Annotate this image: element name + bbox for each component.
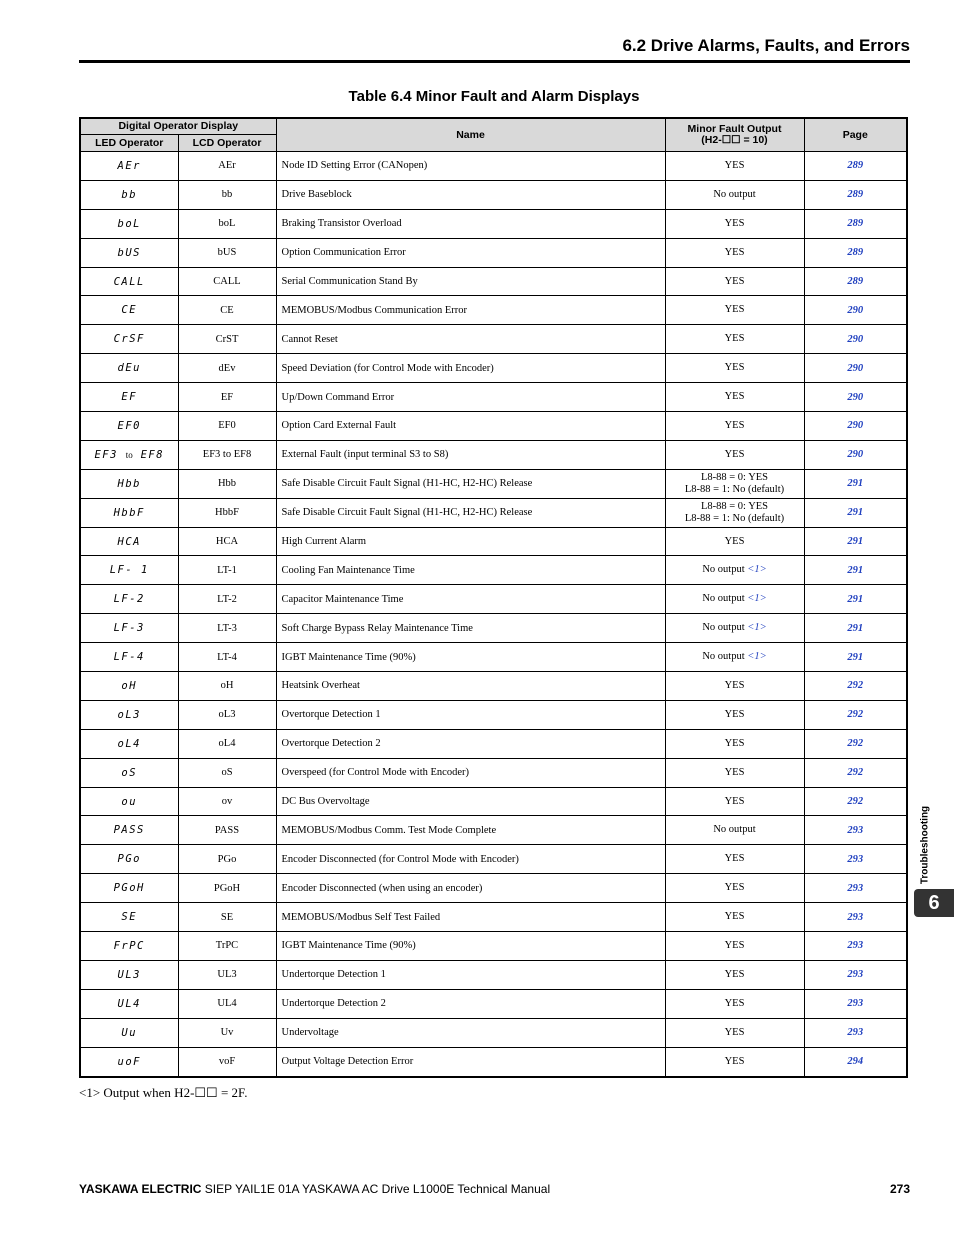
minor-fault-output-cell: YES bbox=[665, 152, 804, 181]
fault-name-cell: Drive Baseblock bbox=[276, 180, 665, 209]
fault-name-cell: Overtorque Detection 2 bbox=[276, 729, 665, 758]
led-code-cell: dEu bbox=[80, 354, 178, 383]
table-row bbox=[80, 412, 907, 441]
fault-name-cell: Undertorque Detection 2 bbox=[276, 989, 665, 1018]
footnote-ref-link[interactable]: <1> bbox=[747, 622, 767, 634]
led-code-cell: UL4 bbox=[80, 989, 178, 1018]
table-row bbox=[80, 383, 907, 412]
led-code-cell: LF-3 bbox=[80, 614, 178, 643]
lcd-code-cell: TrPC bbox=[178, 932, 276, 961]
fault-name-cell: Overspeed (for Control Mode with Encoder) bbox=[276, 758, 665, 787]
led-code-cell: boL bbox=[80, 209, 178, 238]
minor-fault-output-cell: YES bbox=[665, 903, 804, 932]
lcd-code-cell: SE bbox=[178, 903, 276, 932]
page-link[interactable]: 289 bbox=[804, 267, 907, 296]
table-row bbox=[80, 643, 907, 672]
page-link[interactable]: 292 bbox=[804, 700, 907, 729]
header-page: Page bbox=[804, 118, 907, 152]
page-link[interactable]: 293 bbox=[804, 903, 907, 932]
led-code-cell: CALL bbox=[80, 267, 178, 296]
led-code-cell: ou bbox=[80, 787, 178, 816]
table-row bbox=[80, 209, 907, 238]
lcd-code-cell: LT-4 bbox=[178, 643, 276, 672]
fault-name-cell: Node ID Setting Error (CANopen) bbox=[276, 152, 665, 181]
page-link[interactable]: 291 bbox=[804, 585, 907, 614]
minor-fault-output-cell: YES bbox=[665, 440, 804, 469]
table-row bbox=[80, 816, 907, 845]
minor-fault-output-cell: YES bbox=[665, 325, 804, 354]
minor-fault-output-cell: YES bbox=[665, 758, 804, 787]
minor-fault-output-cell: No output bbox=[665, 180, 804, 209]
led-code-cell: oL3 bbox=[80, 700, 178, 729]
table-row bbox=[80, 585, 907, 614]
table-row bbox=[80, 758, 907, 787]
minor-fault-output-cell: No output <1> bbox=[665, 643, 804, 672]
led-code-cell: AEr bbox=[80, 152, 178, 181]
led-code-cell: oH bbox=[80, 672, 178, 701]
table-row bbox=[80, 960, 907, 989]
minor-fault-output-cell: YES bbox=[665, 1047, 804, 1076]
led-code-cell: SE bbox=[80, 903, 178, 932]
fault-name-cell: Up/Down Command Error bbox=[276, 383, 665, 412]
fault-name-cell: Braking Transistor Overload bbox=[276, 209, 665, 238]
chapter-tab-number[interactable]: 6 bbox=[914, 889, 954, 917]
lcd-code-cell: HCA bbox=[178, 527, 276, 556]
fault-name-cell: MEMOBUS/Modbus Communication Error bbox=[276, 296, 665, 325]
fault-name-cell: High Current Alarm bbox=[276, 527, 665, 556]
lcd-code-cell: LT-2 bbox=[178, 585, 276, 614]
fault-name-cell: IGBT Maintenance Time (90%) bbox=[276, 932, 665, 961]
minor-fault-output-cell: YES bbox=[665, 296, 804, 325]
lcd-code-cell: dEv bbox=[178, 354, 276, 383]
minor-fault-output-cell: YES bbox=[665, 383, 804, 412]
led-code-cell: CrSF bbox=[80, 325, 178, 354]
lcd-code-cell: UL3 bbox=[178, 960, 276, 989]
header-minor-fault-output: Minor Fault Output (H2-☐☐ = 10) bbox=[665, 118, 804, 152]
minor-fault-output-cell: YES bbox=[665, 874, 804, 903]
table-row bbox=[80, 296, 907, 325]
page-link[interactable]: 291 bbox=[804, 614, 907, 643]
lcd-code-cell: CALL bbox=[178, 267, 276, 296]
minor-fault-output-cell: No output bbox=[665, 816, 804, 845]
minor-fault-output-cell: YES bbox=[665, 787, 804, 816]
lcd-code-cell: oH bbox=[178, 672, 276, 701]
footer-brand: YASKAWA ELECTRIC bbox=[79, 1182, 202, 1196]
table-row bbox=[80, 672, 907, 701]
table-row bbox=[80, 267, 907, 296]
table-row bbox=[80, 469, 907, 498]
table-row bbox=[80, 845, 907, 874]
page-link[interactable]: 292 bbox=[804, 787, 907, 816]
lcd-code-cell: AEr bbox=[178, 152, 276, 181]
led-code-cell: oS bbox=[80, 758, 178, 787]
table-row bbox=[80, 527, 907, 556]
table-row bbox=[80, 614, 907, 643]
page-link[interactable]: 291 bbox=[804, 643, 907, 672]
fault-name-cell: Capacitor Maintenance Time bbox=[276, 585, 665, 614]
lcd-code-cell: bb bbox=[178, 180, 276, 209]
minor-fault-output-cell: YES bbox=[665, 700, 804, 729]
minor-fault-output-cell: L8-88 = 0: YES L8-88 = 1: No (default) bbox=[665, 498, 804, 527]
table-row bbox=[80, 440, 907, 469]
table-row bbox=[80, 787, 907, 816]
table-body bbox=[80, 152, 907, 1077]
fault-name-cell: Safe Disable Circuit Fault Signal (H1-HC, H2-HC) Release bbox=[276, 469, 665, 498]
fault-name-cell: Option Card External Fault bbox=[276, 412, 665, 441]
footer-page-number: 273 bbox=[889, 1182, 910, 1196]
footnote-ref-link[interactable]: <1> bbox=[747, 593, 767, 605]
page-link[interactable]: 289 bbox=[804, 152, 907, 181]
minor-fault-output-cell: YES bbox=[665, 672, 804, 701]
fault-name-cell: Encoder Disconnected (when using an encoder) bbox=[276, 874, 665, 903]
fault-name-cell: External Fault (input terminal S3 to S8) bbox=[276, 440, 665, 469]
minor-fault-output-cell: YES bbox=[665, 354, 804, 383]
table-row bbox=[80, 874, 907, 903]
minor-fault-output-cell: YES bbox=[665, 1018, 804, 1047]
page-link[interactable]: 290 bbox=[804, 296, 907, 325]
led-code-cell: PGoH bbox=[80, 874, 178, 903]
lcd-code-cell: oS bbox=[178, 758, 276, 787]
minor-fault-output-cell: YES bbox=[665, 989, 804, 1018]
minor-fault-output-cell: YES bbox=[665, 527, 804, 556]
page-link[interactable]: 292 bbox=[804, 758, 907, 787]
footer-doc-title: SIEP YAIL1E 01A YASKAWA AC Drive L1000E Technical Manual bbox=[201, 1182, 551, 1196]
lcd-code-cell: PGo bbox=[178, 845, 276, 874]
page-link[interactable]: 290 bbox=[804, 325, 907, 354]
table-row bbox=[80, 498, 907, 527]
lcd-code-cell: EF3 to EF8 bbox=[178, 440, 276, 469]
fault-name-cell: Serial Communication Stand By bbox=[276, 267, 665, 296]
lcd-code-cell: bUS bbox=[178, 238, 276, 267]
fault-name-cell: Speed Deviation (for Control Mode with Encoder) bbox=[276, 354, 665, 383]
section-title: 6.2 Drive Alarms, Faults, and Errors bbox=[622, 36, 910, 55]
led-code-cell: HbbF bbox=[80, 498, 178, 527]
table-row bbox=[80, 729, 907, 758]
page-link[interactable]: 293 bbox=[804, 989, 907, 1018]
page-link[interactable]: 291 bbox=[804, 556, 907, 585]
page-link[interactable]: 290 bbox=[804, 412, 907, 441]
led-code-cell: PGo bbox=[80, 845, 178, 874]
fault-name-cell: Undervoltage bbox=[276, 1018, 665, 1047]
lcd-code-cell: EF bbox=[178, 383, 276, 412]
lcd-code-cell: voF bbox=[178, 1047, 276, 1076]
lcd-code-cell: EF0 bbox=[178, 412, 276, 441]
led-code-cell: bb bbox=[80, 180, 178, 209]
header-led-operator: LED Operator bbox=[80, 135, 178, 152]
page-link[interactable]: 293 bbox=[804, 960, 907, 989]
minor-fault-output-cell: YES bbox=[665, 412, 804, 441]
page-link[interactable]: 293 bbox=[804, 874, 907, 903]
fault-name-cell: Encoder Disconnected (for Control Mode with Encoder) bbox=[276, 845, 665, 874]
page-link[interactable]: 293 bbox=[804, 932, 907, 961]
led-code-cell: Hbb bbox=[80, 469, 178, 498]
fault-name-cell: Soft Charge Bypass Relay Maintenance Time bbox=[276, 614, 665, 643]
lcd-code-cell: LT-3 bbox=[178, 614, 276, 643]
lcd-code-cell: Uv bbox=[178, 1018, 276, 1047]
page-link[interactable]: 289 bbox=[804, 180, 907, 209]
page-link[interactable]: 291 bbox=[804, 527, 907, 556]
fault-name-cell: MEMOBUS/Modbus Self Test Failed bbox=[276, 903, 665, 932]
minor-fault-output-cell: YES bbox=[665, 932, 804, 961]
lcd-code-cell: PASS bbox=[178, 816, 276, 845]
minor-fault-output-cell: L8-88 = 0: YES L8-88 = 1: No (default) bbox=[665, 469, 804, 498]
table-row bbox=[80, 180, 907, 209]
page-link[interactable]: 293 bbox=[804, 816, 907, 845]
minor-fault-output-cell: No output <1> bbox=[665, 614, 804, 643]
fault-name-cell: IGBT Maintenance Time (90%) bbox=[276, 643, 665, 672]
led-code-cell: EF0 bbox=[80, 412, 178, 441]
table-row bbox=[80, 152, 907, 181]
footnote-ref-link[interactable]: <1> bbox=[747, 564, 767, 576]
fault-name-cell: DC Bus Overvoltage bbox=[276, 787, 665, 816]
led-code-cell: LF- 1 bbox=[80, 556, 178, 585]
header-digital-operator-display: Digital Operator Display bbox=[80, 118, 276, 135]
fault-name-cell: Cannot Reset bbox=[276, 325, 665, 354]
led-code-cell: CE bbox=[80, 296, 178, 325]
lcd-code-cell: PGoH bbox=[178, 874, 276, 903]
section-divider bbox=[79, 60, 910, 63]
minor-fault-output-cell: YES bbox=[665, 238, 804, 267]
led-code-cell: uoF bbox=[80, 1047, 178, 1076]
table-row bbox=[80, 932, 907, 961]
page-link[interactable]: 290 bbox=[804, 354, 907, 383]
fault-name-cell: Undertorque Detection 1 bbox=[276, 960, 665, 989]
lcd-code-cell: boL bbox=[178, 209, 276, 238]
fault-name-cell: Heatsink Overheat bbox=[276, 672, 665, 701]
page-link[interactable]: 290 bbox=[804, 383, 907, 412]
minor-fault-output-cell: No output <1> bbox=[665, 585, 804, 614]
led-code-cell: UL3 bbox=[80, 960, 178, 989]
lcd-code-cell: UL4 bbox=[178, 989, 276, 1018]
page-link[interactable]: 289 bbox=[804, 238, 907, 267]
led-code-cell: LF-4 bbox=[80, 643, 178, 672]
table-title: Table 6.4 Minor Fault and Alarm Displays bbox=[348, 88, 640, 105]
led-code-cell: Uu bbox=[80, 1018, 178, 1047]
led-code-cell: EF3 to EF8 bbox=[80, 440, 178, 469]
page-link[interactable]: 293 bbox=[804, 845, 907, 874]
lcd-code-cell: Hbb bbox=[178, 469, 276, 498]
led-code-cell: bUS bbox=[80, 238, 178, 267]
table-row bbox=[80, 238, 907, 267]
table-row bbox=[80, 1018, 907, 1047]
minor-fault-output-cell: No output <1> bbox=[665, 556, 804, 585]
lcd-code-cell: oL3 bbox=[178, 700, 276, 729]
fault-table bbox=[79, 117, 908, 1078]
page-link[interactable]: 289 bbox=[804, 209, 907, 238]
fault-name-cell: Safe Disable Circuit Fault Signal (H1-HC, H2-HC) Release bbox=[276, 498, 665, 527]
lcd-code-cell: LT-1 bbox=[178, 556, 276, 585]
table-row bbox=[80, 700, 907, 729]
fault-name-cell: Cooling Fan Maintenance Time bbox=[276, 556, 665, 585]
fault-name-cell: Output Voltage Detection Error bbox=[276, 1047, 665, 1076]
minor-fault-output-cell: YES bbox=[665, 960, 804, 989]
table-row bbox=[80, 989, 907, 1018]
page-link[interactable]: 294 bbox=[804, 1047, 907, 1076]
header-lcd-operator: LCD Operator bbox=[178, 135, 276, 152]
page-link[interactable]: 291 bbox=[804, 469, 907, 498]
chapter-tab-label[interactable]: Troubleshooting bbox=[919, 805, 931, 885]
minor-fault-output-cell: YES bbox=[665, 729, 804, 758]
led-code-cell: HCA bbox=[80, 527, 178, 556]
fault-name-cell: Overtorque Detection 1 bbox=[276, 700, 665, 729]
lcd-code-cell: ov bbox=[178, 787, 276, 816]
page-link[interactable]: 293 bbox=[804, 1018, 907, 1047]
fault-name-cell: MEMOBUS/Modbus Comm. Test Mode Complete bbox=[276, 816, 665, 845]
minor-fault-output-cell: YES bbox=[665, 209, 804, 238]
lcd-code-cell: CE bbox=[178, 296, 276, 325]
table-row bbox=[80, 325, 907, 354]
table-row bbox=[80, 354, 907, 383]
fault-name-cell: Option Communication Error bbox=[276, 238, 665, 267]
page-link[interactable]: 292 bbox=[804, 729, 907, 758]
led-code-cell: LF-2 bbox=[80, 585, 178, 614]
footnote: <1> Output when H2-☐☐ = 2F. bbox=[79, 1085, 248, 1100]
footer-document-info bbox=[79, 1182, 550, 1196]
lcd-code-cell: CrST bbox=[178, 325, 276, 354]
table-row bbox=[80, 903, 907, 932]
header-name: Name bbox=[276, 118, 665, 152]
minor-fault-output-cell: YES bbox=[665, 845, 804, 874]
lcd-code-cell: HbbF bbox=[178, 498, 276, 527]
page-link[interactable]: 291 bbox=[804, 498, 907, 527]
page-link[interactable]: 290 bbox=[804, 440, 907, 469]
led-code-cell: EF bbox=[80, 383, 178, 412]
led-code-cell: PASS bbox=[80, 816, 178, 845]
led-code-cell: oL4 bbox=[80, 729, 178, 758]
led-code-cell: FrPC bbox=[80, 932, 178, 961]
table-row bbox=[80, 556, 907, 585]
lcd-code-cell: oL4 bbox=[178, 729, 276, 758]
footnote-ref-link[interactable]: <1> bbox=[747, 651, 767, 663]
minor-fault-output-cell: YES bbox=[665, 267, 804, 296]
table-row bbox=[80, 1047, 907, 1076]
page-link[interactable]: 292 bbox=[804, 672, 907, 701]
